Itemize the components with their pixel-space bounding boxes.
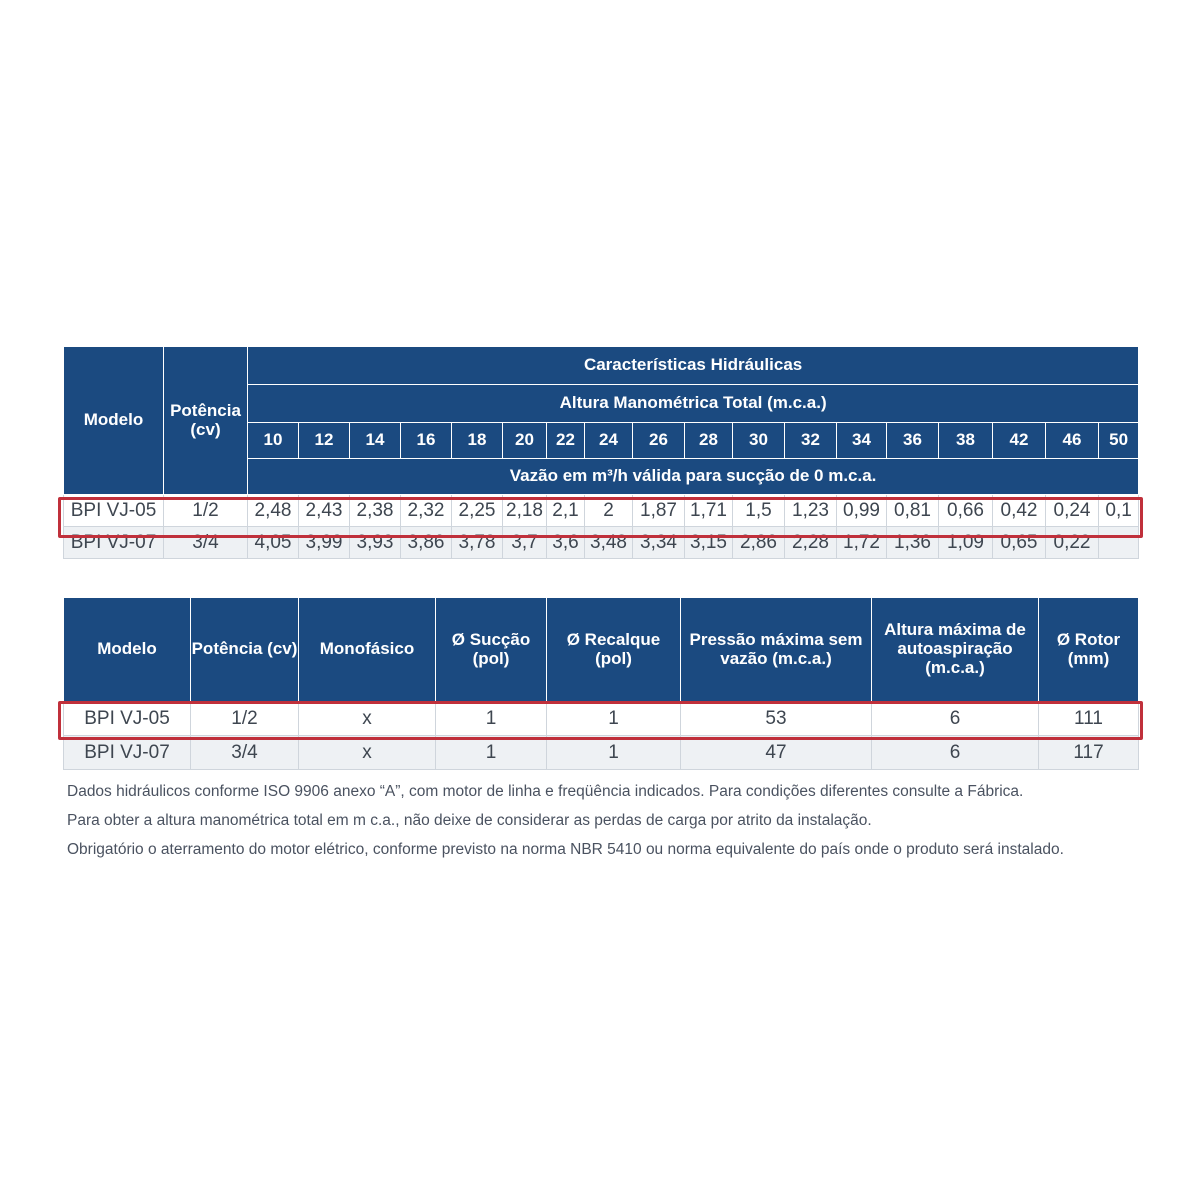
head-value-header: 10 [248,423,299,459]
flow-value-cell: 4,05 [248,527,299,559]
spec-column-header: Pressão máxima sem vazão (m.c.a.) [681,598,872,702]
head-value-header: 36 [887,423,939,459]
column-header-potencia: Potência (cv) [164,347,248,495]
head-value-header: 38 [939,423,993,459]
flow-value-cell: 3,93 [350,527,401,559]
flow-value-cell: 2,18 [503,495,547,527]
spec-value-cell: 6 [872,702,1039,736]
spec-column-header: Potência (cv) [191,598,299,702]
table-row [64,736,1139,770]
spec-column-header: Altura máxima de autoaspiração (m.c.a.) [872,598,1039,702]
head-value-header: 14 [350,423,401,459]
spec-value-cell: 1 [436,736,547,770]
model-cell: BPI VJ-05 [64,495,164,527]
flow-value-cell: 0,22 [1046,527,1099,559]
flow-value-cell: 2,1 [547,495,585,527]
model-cell: BPI VJ-07 [64,527,164,559]
flow-value-cell: 2,28 [785,527,837,559]
spec-value-cell: BPI VJ-07 [64,736,191,770]
spec-column-header: Ø Sucção (pol) [436,598,547,702]
spec-value-cell: 117 [1039,736,1139,770]
subgroup-header-total-head: Altura Manométrica Total (m.c.a.) [248,385,1139,423]
flow-value-cell: 0,81 [887,495,939,527]
flow-value-cell: 0,99 [837,495,887,527]
spec-value-cell: BPI VJ-05 [64,702,191,736]
flow-value-cell: 2,48 [248,495,299,527]
flow-value-cell: 0,66 [939,495,993,527]
spec-value-cell: 53 [681,702,872,736]
flow-value-cell: 3,99 [299,527,350,559]
flow-value-cell: 0,1 [1099,495,1139,527]
spec-value-cell: 47 [681,736,872,770]
head-value-header: 22 [547,423,585,459]
flow-value-cell: 1,72 [837,527,887,559]
head-value-header: 42 [993,423,1046,459]
head-value-header: 24 [585,423,633,459]
head-value-header: 50 [1099,423,1139,459]
power-cell: 3/4 [164,527,248,559]
head-value-header: 46 [1046,423,1099,459]
flow-value-cell: 1,09 [939,527,993,559]
flow-caption: Vazão em m³/h válida para sucção de 0 m.c.a. [248,459,1139,495]
flow-value-cell: 3,34 [633,527,685,559]
specifications-header-row [64,598,1139,702]
footnote-head-loss: Para obter a altura manométrica total em m c.a., não deixe de considerar as perdas de carga por atrito da instalação. [67,812,872,829]
flow-value-cell: 0,42 [993,495,1046,527]
spec-value-cell: x [299,702,436,736]
spec-value-cell: 3/4 [191,736,299,770]
flow-value-cell: 2,32 [401,495,452,527]
head-value-header: 34 [837,423,887,459]
flow-value-cell: 3,15 [685,527,733,559]
specifications-table [63,597,1139,770]
flow-value-cell: 3,86 [401,527,452,559]
flow-value-cell: 1,23 [785,495,837,527]
head-value-header: 18 [452,423,503,459]
head-value-header: 30 [733,423,785,459]
flow-value-cell: 3,6 [547,527,585,559]
group-header-hydraulic: Características Hidráulicas [248,347,1139,385]
flow-value-cell: 1,5 [733,495,785,527]
head-value-header: 28 [685,423,733,459]
footnotes [67,777,1177,864]
spec-value-cell: 1 [436,702,547,736]
spec-value-cell: 1 [547,702,681,736]
footnote-grounding: Obrigatório o aterramento do motor elétrico, conforme previsto na norma NBR 5410 ou norma equivalente do país onde o produto será instalado. [67,841,1064,858]
head-value-header: 16 [401,423,452,459]
flow-value-cell: 2,38 [350,495,401,527]
spec-value-cell: 6 [872,736,1039,770]
flow-value-cell: 2 [585,495,633,527]
spec-value-cell: 1/2 [191,702,299,736]
flow-value-cell: 2,25 [452,495,503,527]
spec-column-header: Ø Rotor (mm) [1039,598,1139,702]
spec-value-cell: 1 [547,736,681,770]
flow-value-cell: 3,7 [503,527,547,559]
hydraulic-table-body [64,495,1139,559]
hydraulic-characteristics-table [63,346,1139,559]
spec-column-header: Modelo [64,598,191,702]
flow-value-cell [1099,527,1139,559]
flow-value-cell: 2,86 [733,527,785,559]
table-row [64,702,1139,736]
spec-value-cell: x [299,736,436,770]
flow-value-cell: 3,48 [585,527,633,559]
column-header-modelo: Modelo [64,347,164,495]
specifications-table-body [64,702,1139,770]
spec-value-cell: 111 [1039,702,1139,736]
spec-column-header: Monofásico [299,598,436,702]
head-value-header: 32 [785,423,837,459]
head-value-header: 20 [503,423,547,459]
flow-value-cell: 1,36 [887,527,939,559]
flow-value-cell: 0,24 [1046,495,1099,527]
table-row [64,495,1139,527]
head-value-header: 26 [633,423,685,459]
flow-value-cell: 1,87 [633,495,685,527]
flow-value-cell: 1,71 [685,495,733,527]
power-cell: 1/2 [164,495,248,527]
footnote-iso: Dados hidráulicos conforme ISO 9906 anexo “A”, com motor de linha e freqüência indicados. Para condições diferentes consulte a Fábrica. [67,783,1024,800]
flow-value-cell: 2,43 [299,495,350,527]
spec-column-header: Ø Recalque (pol) [547,598,681,702]
table-row [64,527,1139,559]
flow-value-cell: 0,65 [993,527,1046,559]
head-value-header: 12 [299,423,350,459]
flow-value-cell: 3,78 [452,527,503,559]
